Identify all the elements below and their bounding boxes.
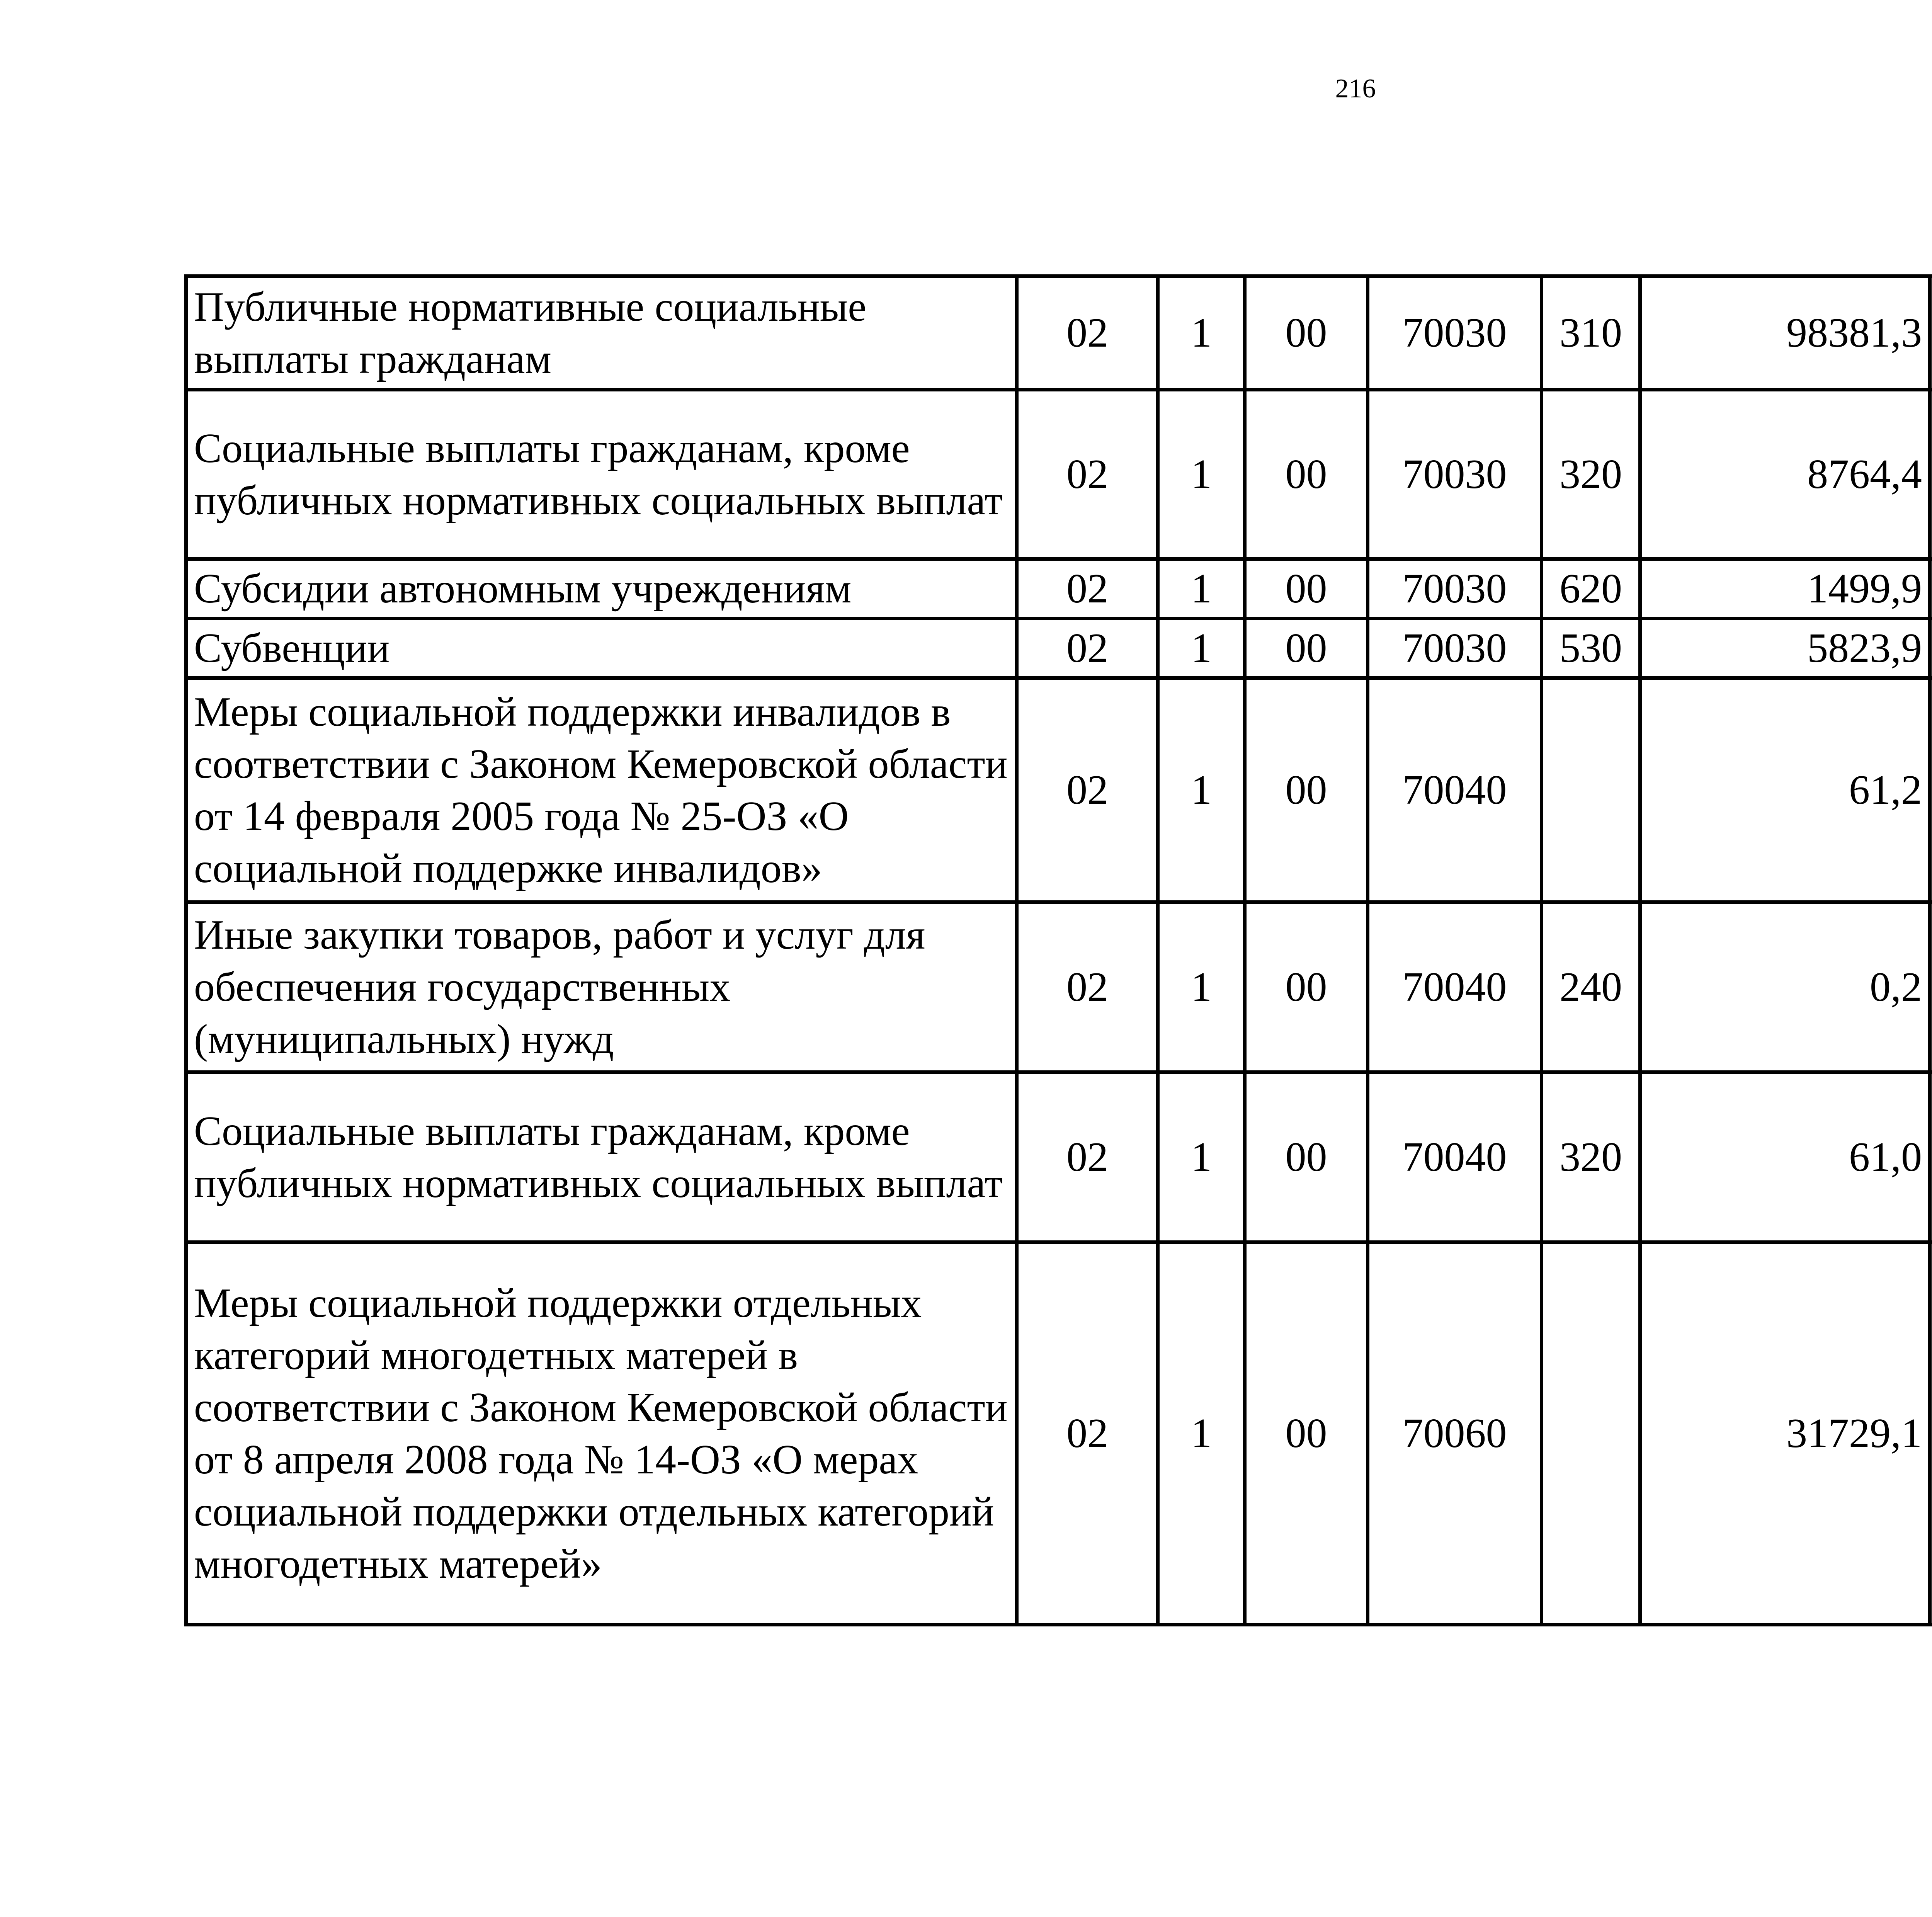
cell-expense-type: 240 bbox=[1542, 902, 1640, 1072]
cell-amount-1: 0,2 bbox=[1640, 902, 1930, 1072]
cell-subprogram: 00 bbox=[1245, 1242, 1368, 1625]
cell-program: 1 bbox=[1158, 390, 1245, 559]
cell-amount-1: 31729,1 bbox=[1640, 1242, 1930, 1625]
cell-direction: 70030 bbox=[1368, 276, 1542, 390]
cell-expense-type: 320 bbox=[1542, 390, 1640, 559]
cell-subprogram: 00 bbox=[1245, 619, 1368, 678]
cell-direction: 70040 bbox=[1368, 1072, 1542, 1242]
cell-section: 02 bbox=[1017, 1072, 1158, 1242]
row-name: Иные закупки товаров, работ и услуг для обеспечения государственных (муниципальных) нужд bbox=[186, 902, 1017, 1072]
cell-subprogram: 00 bbox=[1245, 276, 1368, 390]
cell-expense-type bbox=[1542, 1242, 1640, 1625]
cell-amount-1: 5823,9 bbox=[1640, 619, 1930, 678]
cell-subprogram: 00 bbox=[1245, 390, 1368, 559]
cell-expense-type: 320 bbox=[1542, 1072, 1640, 1242]
row-name: Социальные выплаты гражданам, кроме публичных нормативных социальных выплат bbox=[186, 1072, 1017, 1242]
cell-section: 02 bbox=[1017, 390, 1158, 559]
cell-program: 1 bbox=[1158, 902, 1245, 1072]
cell-amount-1: 8764,4 bbox=[1640, 390, 1930, 559]
cell-amount-2 bbox=[1930, 390, 1932, 559]
row-name: Субвенции bbox=[186, 619, 1017, 678]
cell-expense-type: 530 bbox=[1542, 619, 1640, 678]
cell-subprogram: 00 bbox=[1245, 1072, 1368, 1242]
cell-section: 02 bbox=[1017, 678, 1158, 902]
cell-expense-type: 620 bbox=[1542, 559, 1640, 619]
cell-program: 1 bbox=[1158, 276, 1245, 390]
page-number: 216 bbox=[1335, 74, 1376, 104]
cell-section: 02 bbox=[1017, 902, 1158, 1072]
cell-direction: 70060 bbox=[1368, 1242, 1542, 1625]
cell-subprogram: 00 bbox=[1245, 559, 1368, 619]
cell-subprogram: 00 bbox=[1245, 678, 1368, 902]
cell-amount-1: 61,2 bbox=[1640, 678, 1930, 902]
cell-program: 1 bbox=[1158, 1072, 1245, 1242]
cell-amount-2 bbox=[1930, 1072, 1932, 1242]
budget-table bbox=[184, 274, 1932, 1626]
row-name: Публичные нормативные социальные выплаты гражданам bbox=[186, 276, 1017, 390]
cell-direction: 70040 bbox=[1368, 902, 1542, 1072]
cell-expense-type bbox=[1542, 678, 1640, 902]
table-row bbox=[186, 276, 1932, 390]
cell-amount-1: 98381,3 bbox=[1640, 276, 1930, 390]
cell-program: 1 bbox=[1158, 559, 1245, 619]
cell-amount-2 bbox=[1930, 276, 1932, 390]
table-row bbox=[186, 390, 1932, 559]
cell-expense-type: 310 bbox=[1542, 276, 1640, 390]
cell-amount-2 bbox=[1930, 619, 1932, 678]
cell-amount-1: 61,0 bbox=[1640, 1072, 1930, 1242]
cell-amount-2 bbox=[1930, 1242, 1932, 1625]
table-row bbox=[186, 678, 1932, 902]
cell-direction: 70030 bbox=[1368, 619, 1542, 678]
row-name: Меры социальной поддержки отдельных категорий многодетных матерей в соответствии с Законом Кемеровской области от 8 апреля 2008 года № 14-ОЗ «О мерах социальной поддержки отдельных категорий многодетных матерей» bbox=[186, 1242, 1017, 1625]
row-name: Субсидии автономным учреждениям bbox=[186, 559, 1017, 619]
table-row bbox=[186, 1242, 1932, 1625]
cell-subprogram: 00 bbox=[1245, 902, 1368, 1072]
table-row bbox=[186, 559, 1932, 619]
table-row bbox=[186, 619, 1932, 678]
cell-section: 02 bbox=[1017, 619, 1158, 678]
cell-amount-2 bbox=[1930, 902, 1932, 1072]
cell-section: 02 bbox=[1017, 559, 1158, 619]
cell-program: 1 bbox=[1158, 678, 1245, 902]
cell-amount-2 bbox=[1930, 559, 1932, 619]
cell-amount-2 bbox=[1930, 678, 1932, 902]
cell-program: 1 bbox=[1158, 619, 1245, 678]
cell-section: 02 bbox=[1017, 1242, 1158, 1625]
table-row bbox=[186, 902, 1932, 1072]
table-row bbox=[186, 1072, 1932, 1242]
cell-direction: 70030 bbox=[1368, 559, 1542, 619]
row-name: Социальные выплаты гражданам, кроме публичных нормативных социальных выплат bbox=[186, 390, 1017, 559]
cell-section: 02 bbox=[1017, 276, 1158, 390]
cell-direction: 70030 bbox=[1368, 390, 1542, 559]
row-name: Меры социальной поддержки инвалидов в соответствии с Законом Кемеровской области от 14 февраля 2005 года № 25-ОЗ «О социальной поддержке инвалидов» bbox=[186, 678, 1017, 902]
cell-direction: 70040 bbox=[1368, 678, 1542, 902]
cell-program: 1 bbox=[1158, 1242, 1245, 1625]
cell-amount-1: 1499,9 bbox=[1640, 559, 1930, 619]
